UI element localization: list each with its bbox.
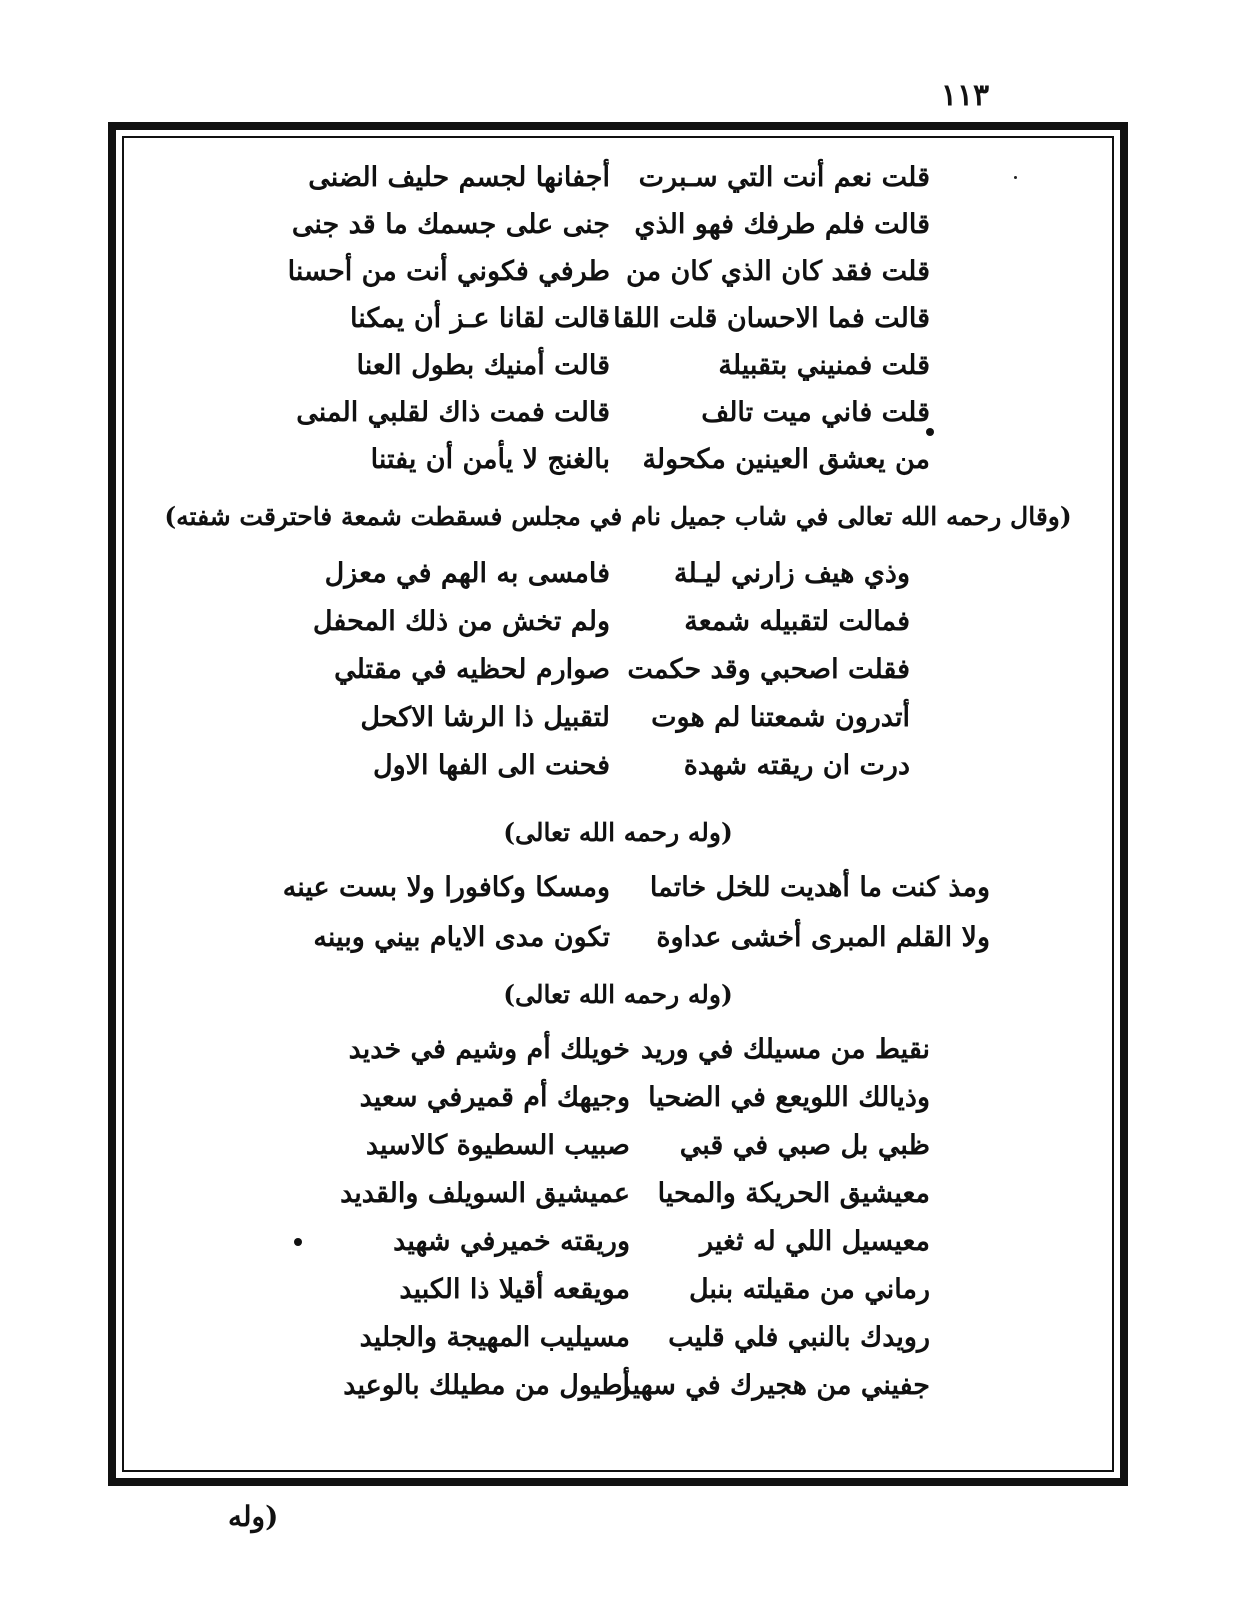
section-heading: (وله رحمه الله تعالى) bbox=[503, 818, 733, 847]
section-heading: (وقال رحمه الله تعالى في شاب جميل نام في مجلس فسقطت شمعة فاحترقت شفته) bbox=[164, 502, 1072, 531]
verse-line bbox=[290, 1132, 930, 1159]
verse-line bbox=[290, 1324, 930, 1351]
verse-line bbox=[310, 656, 910, 683]
verse-first-hemistich: فقلت اصحبي وقد حكمت bbox=[627, 654, 910, 685]
verse-second-hemistich: طرفي فكوني أنت من أحسنا bbox=[287, 256, 610, 287]
catchword: (وله bbox=[228, 1500, 279, 1533]
verse-line bbox=[310, 752, 910, 779]
verse-line bbox=[270, 399, 930, 426]
verse-second-hemistich: قالت أمنيك بطول العنا bbox=[356, 350, 610, 381]
verse-second-hemistich: تكون مدى الايام بيني وبينه bbox=[313, 922, 610, 953]
verse-first-hemistich: معيشيق الحريكة والمحيا bbox=[657, 1178, 930, 1209]
page-content bbox=[116, 130, 1120, 1478]
verse-first-hemistich: درت ان ريقته شهدة bbox=[683, 750, 910, 781]
section-heading: (وله رحمه الله تعالى) bbox=[503, 980, 733, 1009]
verse-first-hemistich: قلت فاني ميت تالف bbox=[701, 397, 930, 428]
verse-first-hemistich: ومذ كنت ما أهديت للخل خاتما bbox=[649, 872, 990, 903]
verse-second-hemistich: أطيول من مطيلك بالوعيد bbox=[343, 1370, 630, 1401]
verse-second-hemistich: جنى على جسمك ما قد جنى bbox=[291, 209, 610, 240]
verse-line bbox=[270, 211, 930, 238]
verse-line bbox=[270, 164, 930, 191]
verse-first-hemistich: أتدرون شمعتنا لم هوت bbox=[651, 702, 910, 733]
verse-line bbox=[310, 704, 910, 731]
verse-second-hemistich: فامسى به الهم في معزل bbox=[324, 558, 610, 589]
verse-first-hemistich: فمالت لتقبيله شمعة bbox=[684, 606, 910, 637]
verse-line bbox=[290, 1228, 930, 1255]
verse-first-hemistich: وذيالك اللويعع في الضحيا bbox=[648, 1082, 930, 1113]
verse-second-hemistich: ومسكا وكافورا ولا بست عينه bbox=[282, 872, 610, 903]
verse-second-hemistich: مسيليب المهيجة والجليد bbox=[359, 1322, 630, 1353]
verse-first-hemistich: ولا القلم المبرى أخشى عداوة bbox=[656, 922, 990, 953]
verse-line bbox=[270, 352, 930, 379]
verse-line bbox=[270, 258, 930, 285]
ink-speck bbox=[1014, 176, 1017, 179]
verse-line bbox=[230, 874, 990, 901]
verse-second-hemistich: قالت فمت ذاك لقلبي المنى bbox=[296, 397, 610, 428]
verse-second-hemistich: أجفانها لجسم حليف الضنى bbox=[308, 162, 610, 193]
verse-second-hemistich: خويلك أم وشيم في خديد bbox=[348, 1034, 630, 1065]
page-frame bbox=[108, 122, 1128, 1486]
verse-marker-dot bbox=[926, 428, 934, 436]
verse-second-hemistich: وريقته خميرفي شهيد bbox=[393, 1226, 630, 1257]
verse-second-hemistich: لتقبيل ذا الرشا الاكحل bbox=[360, 702, 610, 733]
verse-first-hemistich: ظبي بل صبي في قبي bbox=[679, 1130, 930, 1161]
verse-marker-dot bbox=[294, 1238, 302, 1246]
verse-second-hemistich: مويقعه أقيلا ذا الكبيد bbox=[399, 1274, 630, 1305]
verse-line bbox=[230, 924, 990, 951]
verse-second-hemistich: وجيهك أم قميرفي سعيد bbox=[359, 1082, 630, 1113]
verse-line bbox=[270, 305, 930, 332]
verse-line bbox=[290, 1036, 930, 1063]
page-number: ١١٣ bbox=[940, 78, 990, 113]
verse-first-hemistich: معيسيل اللي له ثغير bbox=[700, 1226, 930, 1257]
verse-line bbox=[310, 608, 910, 635]
verse-second-hemistich: صبيب السطيوة كالاسيد bbox=[365, 1130, 630, 1161]
verse-line bbox=[310, 560, 910, 587]
verse-first-hemistich: قلت فقد كان الذي كان من bbox=[626, 256, 930, 287]
verse-first-hemistich: رويدك بالنبي فلي قليب bbox=[668, 1322, 930, 1353]
verse-first-hemistich: جفيني من هجيرك في سهير bbox=[617, 1370, 930, 1401]
verse-first-hemistich: نقيط من مسيلك في وريد bbox=[640, 1034, 930, 1065]
verse-second-hemistich: بالغنج لا يأمن أن يفتنا bbox=[370, 444, 610, 475]
verse-second-hemistich: قالت لقانا عـز أن يمكنا bbox=[350, 303, 610, 334]
verse-first-hemistich: قلت نعم أنت التي سـبرت bbox=[638, 162, 930, 193]
verse-second-hemistich: ولم تخش من ذلك المحفل bbox=[312, 606, 610, 637]
verse-first-hemistich: وذي هيف زارني ليـلة bbox=[673, 558, 910, 589]
verse-first-hemistich: قلت فمنيني بتقبيلة bbox=[718, 350, 930, 381]
verse-second-hemistich: عميشيق السويلف والقديد bbox=[340, 1178, 630, 1209]
verse-line bbox=[290, 1276, 930, 1303]
verse-line bbox=[270, 446, 930, 473]
verse-line bbox=[290, 1372, 930, 1399]
verse-second-hemistich: فحنت الى الفها الاول bbox=[372, 750, 610, 781]
verse-line bbox=[290, 1084, 930, 1111]
verse-first-hemistich: قالت فما الاحسان قلت اللقا bbox=[613, 303, 930, 334]
verse-second-hemistich: صوارم لحظيه في مقتلي bbox=[334, 654, 610, 685]
verse-first-hemistich: رماني من مقيلته بنبل bbox=[688, 1274, 930, 1305]
verse-first-hemistich: قالت فلم طرفك فهو الذي bbox=[634, 209, 930, 240]
verse-first-hemistich: من يعشق العينين مكحولة bbox=[642, 444, 930, 475]
verse-line bbox=[290, 1180, 930, 1207]
